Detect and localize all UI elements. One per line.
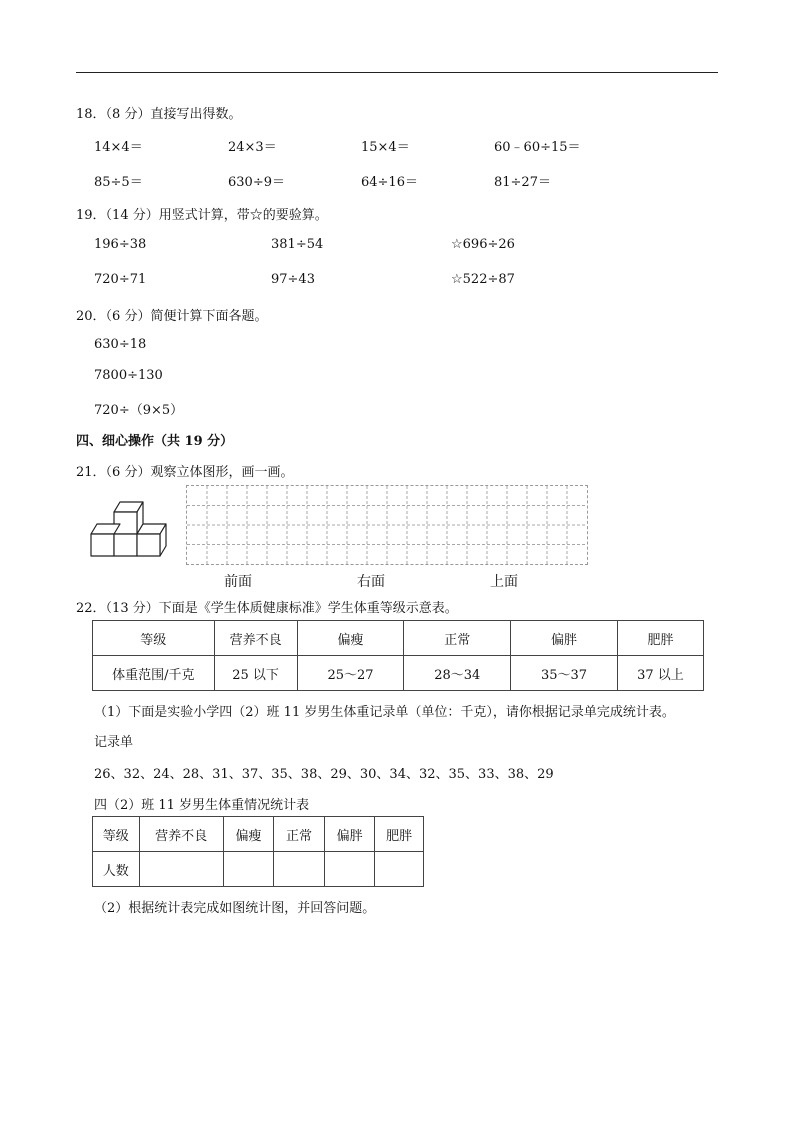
table-header-cell: 偏胖: [324, 817, 375, 852]
q19-item: 720÷71: [94, 272, 147, 287]
table-cell: 35～37: [511, 656, 618, 691]
drawing-grid[interactable]: [186, 485, 588, 565]
q22-part2: （2）根据统计表完成如图统计图，并回答问题。: [94, 901, 376, 916]
view-label-top: 上面: [490, 574, 518, 590]
table-cell: 37 以上: [617, 656, 703, 691]
answer-cell[interactable]: [139, 852, 223, 887]
q20-item: 630÷18: [94, 337, 147, 352]
stats-table: [92, 816, 424, 887]
table-header-cell: 营养不良: [139, 817, 223, 852]
table-header-cell: 偏胖: [511, 621, 618, 656]
q18-item: 630÷9＝: [228, 175, 285, 190]
q19-item: ☆696÷26: [451, 237, 515, 252]
stats-table-title: 四（2）班 11 岁男生体重情况统计表: [94, 798, 310, 813]
table-header-cell: 偏瘦: [297, 621, 404, 656]
table-cell: 25 以下: [214, 656, 297, 691]
q19-item: ☆522÷87: [451, 272, 515, 287]
grid-lines: [187, 486, 587, 564]
record-label: 记录单: [94, 735, 134, 750]
table-cell: 28～34: [404, 656, 511, 691]
table-cell: 25～27: [297, 656, 404, 691]
answer-cell[interactable]: [274, 852, 325, 887]
q18-item: 85÷5＝: [94, 175, 143, 190]
q20-item: 720÷（9×5）: [94, 403, 184, 418]
standard-table: [92, 620, 704, 691]
table-header-cell: 偏瘦: [223, 817, 274, 852]
table-header-cell: 等级: [93, 817, 140, 852]
section-title: 四、细心操作（共 19 分）: [76, 434, 234, 449]
record-values: 26、32、24、28、31、37、35、38、29、30、34、32、35、33、38、29: [94, 767, 554, 782]
answer-cell[interactable]: [223, 852, 274, 887]
cube-figure: [90, 497, 170, 557]
table-header-cell: 肥胖: [617, 621, 703, 656]
q18-item: 81÷27＝: [494, 175, 551, 190]
q19-item: 381÷54: [271, 237, 324, 252]
table-cell: 人数: [93, 852, 140, 887]
view-label-front: 前面: [224, 574, 252, 590]
answer-cell[interactable]: [375, 852, 424, 887]
q21-title: 21．（6 分）观察立体图形，画一画。: [76, 465, 294, 480]
q18-title: 18．（8 分）直接写出得数。: [76, 107, 242, 122]
q18-item: 15×4＝: [361, 140, 410, 155]
q19-item: 196÷38: [94, 237, 147, 252]
q18-item: 60﹣60÷15＝: [494, 140, 581, 155]
answer-cell[interactable]: [324, 852, 375, 887]
q18-item: 24×3＝: [228, 140, 277, 155]
q20-title: 20．（6 分）简便计算下面各题。: [76, 309, 268, 324]
table-header-cell: 正常: [274, 817, 325, 852]
table-header-cell: 肥胖: [375, 817, 424, 852]
q22-part1: （1）下面是实验小学四（2）班 11 岁男生体重记录单（单位：千克），请你根据记录单完成统计表。: [94, 705, 675, 720]
view-label-right: 右面: [357, 574, 385, 590]
q18-item: 14×4＝: [94, 140, 143, 155]
header-rule: [76, 72, 718, 73]
table-header-cell: 等级: [93, 621, 215, 656]
q22-title: 22．（13 分）下面是《学生体质健康标准》学生体重等级示意表。: [76, 601, 458, 616]
q19-title: 19．（14 分）用竖式计算，带☆的要验算。: [76, 208, 328, 223]
table-cell: 体重范围/千克: [93, 656, 215, 691]
q18-item: 64÷16＝: [361, 175, 418, 190]
table-header-cell: 营养不良: [214, 621, 297, 656]
q19-item: 97÷43: [271, 272, 315, 287]
q20-item: 7800÷130: [94, 368, 163, 383]
table-header-cell: 正常: [404, 621, 511, 656]
